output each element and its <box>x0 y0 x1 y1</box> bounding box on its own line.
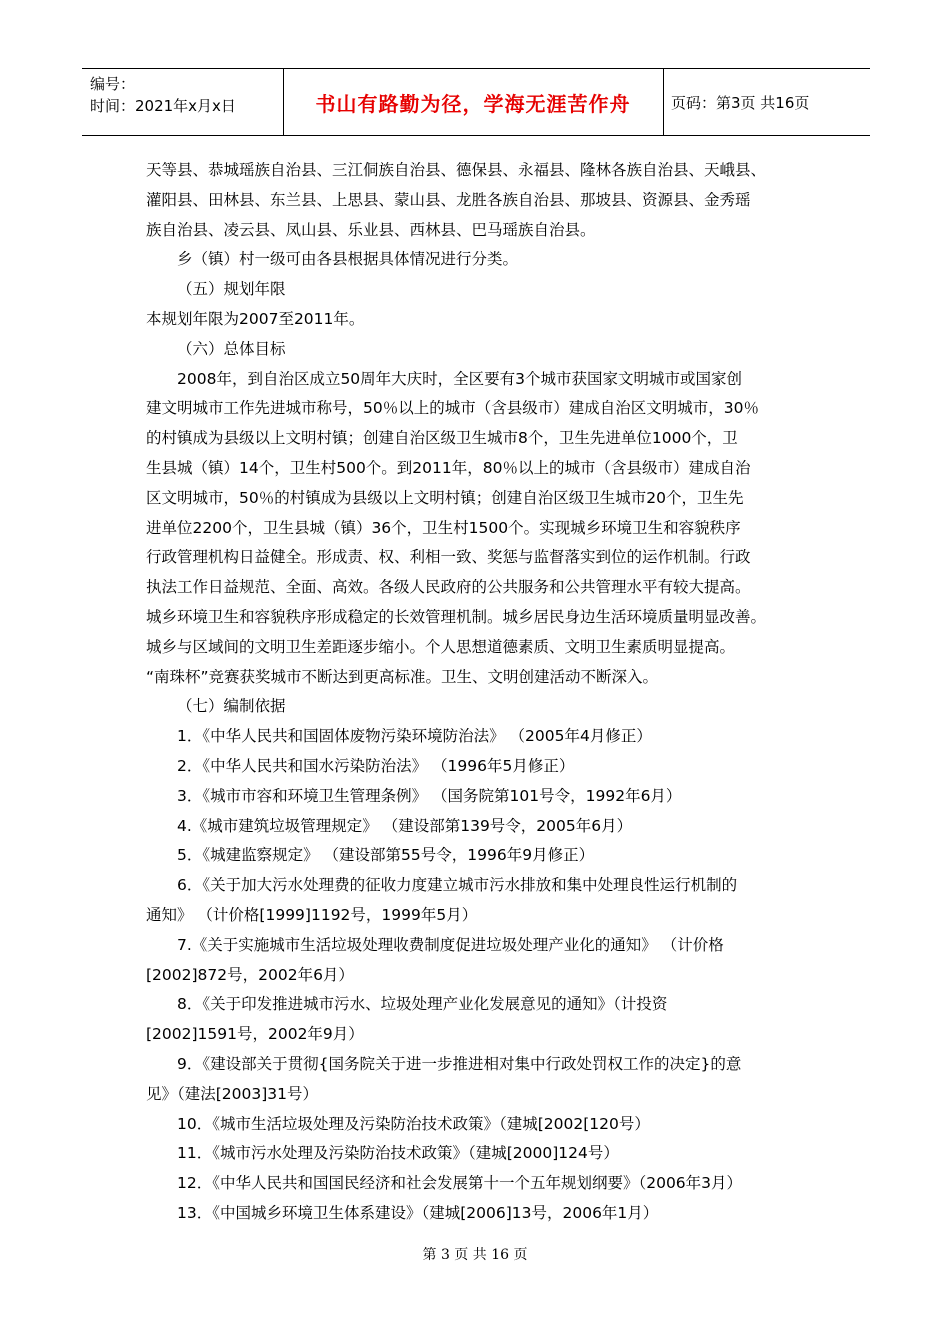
body-line: 建文明城市工作先进城市称号，50％以上的城市（含县级市）建成自治区文明城市，30％ <box>146 399 759 418</box>
section-heading: （五）规划年限 <box>177 280 286 299</box>
reference-item: 6．《关于加大污水处理费的征收力度建立城市污水排放和集中处理良性运行机制的 <box>177 876 738 895</box>
reference-item-continued: [2002]872号，2002年6月） <box>146 965 354 984</box>
body-line: 生县城（镇）14个，卫生村500个。到2011年，80％以上的城市（含县级市）建成自治 <box>146 458 751 477</box>
reference-item: 4.《城市建筑垃圾管理规定》 （建设部第139号令，2005年6月） <box>177 816 633 835</box>
page-header <box>82 68 870 136</box>
reference-item: 5．《城建监察规定》 （建设部第55号令，1996年9月修正） <box>177 846 595 865</box>
body-line: “南珠杯”竞赛获奖城市不断达到更高标准。卫生、文明创建活动不断深入。 <box>146 667 659 686</box>
body-line: 城乡与区域间的文明卫生差距逐步缩小。个人思想道德素质、文明卫生素质明显提高。 <box>146 637 736 656</box>
body-line: 区文明城市，50％的村镇成为县级以上文明村镇；创建自治区级卫生城市20个，卫生先 <box>146 488 744 507</box>
body-line: 天等县、恭城瑶族自治县、三江侗族自治县、德保县、永福县、隆林各族自治县、天峨县、 <box>146 161 767 179</box>
document-date-label: 时间：2021年x月x日 <box>90 97 236 115</box>
body-line: 本规划年限为2007至2011年。 <box>146 309 365 328</box>
reference-item-continued: 通知》 （计价格[1999]1192号，1999年5月） <box>146 905 478 924</box>
header-motto: 书山有路勤为径，学海无涯苦作舟 <box>315 91 631 116</box>
body-line: 城乡环境卫生和容貌秩序形成稳定的长效管理机制。城乡居民身边生活环境质量明显改善。 <box>146 607 767 626</box>
reference-item-continued: [2002]1591号，2002年9月） <box>146 1025 364 1044</box>
document-body <box>146 156 806 1229</box>
header-divider-right <box>663 69 664 135</box>
header-page-info: 页码：第3页 共16页 <box>671 93 810 112</box>
body-line: 执法工作日益规范、全面、高效。各级人民政府的公共服务和公共管理水平有较大提高。 <box>146 578 751 597</box>
page-footer: 第 3 页 共 16 页 <box>422 1247 528 1263</box>
body-line: 灌阳县、田林县、东兰县、上思县、蒙山县、龙胜各族自治县、那坡县、资源县、金秀瑶 <box>146 190 751 209</box>
header-meta <box>90 73 280 117</box>
reference-item: 7.《关于实施城市生活垃圾处理收费制度促进垃圾处理产业化的通知》 （计价格 <box>177 935 724 954</box>
reference-item: 2．《中华人民共和国水污染防治法》 （1996年5月修正） <box>177 756 575 775</box>
reference-item: 1．《中华人民共和国固体废物污染环境防治法》 （2005年4月修正） <box>177 727 652 746</box>
reference-item: 12．《中华人民共和国国民经济和社会发展第十一个五年规划纲要》（2006年3月） <box>177 1174 743 1193</box>
reference-item: 10．《城市生活垃圾处理及污染防治技术政策》（建城[2002[120号） <box>177 1114 650 1133</box>
reference-item-continued: 见》（建法[2003]31号） <box>146 1084 319 1103</box>
body-line: 行政管理机构日益健全。形成责、权、利相一致、奖惩与监督落实到位的运作机制。行政 <box>146 548 751 567</box>
body-line: 2008年，到自治区成立50周年大庆时，全区要有3个城市获国家文明城市或国家创 <box>177 369 743 388</box>
reference-item: 11．《城市污水处理及污染防治技术政策》（建城[2000]124号） <box>177 1144 619 1163</box>
body-line: 乡（镇）村一级可由各县根据具体情况进行分类。 <box>177 250 519 269</box>
body-line: 族自治县、凌云县、凤山县、乐业县、西林县、巴马瑶族自治县。 <box>146 220 596 239</box>
reference-item: 8．《关于印发推进城市污水、垃圾处理产业化发展意见的通知》（计投资 <box>177 995 668 1014</box>
reference-item: 13．《中国城乡环境卫生体系建设》（建城[2006]13号，2006年1月） <box>177 1203 659 1222</box>
section-heading: （六）总体目标 <box>177 339 286 358</box>
body-line: 的村镇成为县级以上文明村镇；创建自治区级卫生城市8个，卫生先进单位1000个，卫 <box>146 429 738 448</box>
body-line: 进单位2200个，卫生县城（镇）36个，卫生村1500个。实现城乡环境卫生和容貌秩序 <box>146 518 741 537</box>
reference-item: 3．《城市市容和环境卫生管理条例》 （国务院第101号令，1992年6月） <box>177 786 682 805</box>
section-heading: （七）编制依据 <box>177 697 286 716</box>
reference-item: 9．《建设部关于贯彻{国务院关于进一步推进相对集中行政处罚权工作的决定}的意 <box>177 1054 742 1073</box>
document-number-label: 编号： <box>90 75 136 93</box>
